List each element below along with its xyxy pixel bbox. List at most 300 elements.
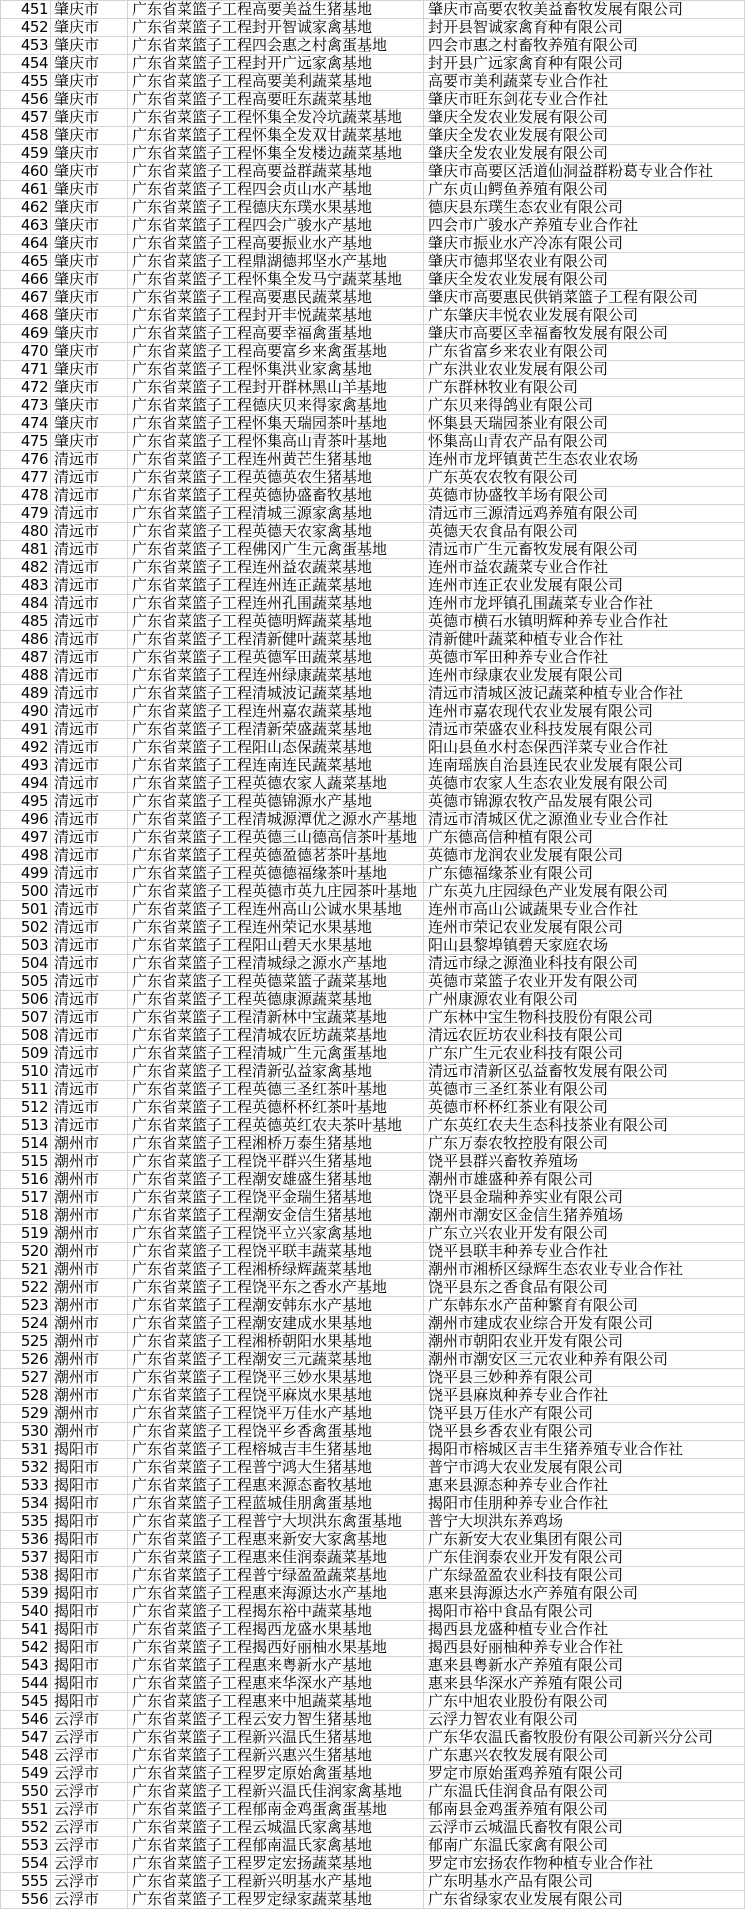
- company-cell: 广东德高信种植有限公司: [424, 829, 745, 846]
- company-cell: 广东绿盈盈农业科技有限公司: [424, 1567, 745, 1584]
- row-number-cell: 471: [1, 361, 51, 378]
- company-cell: 英德市三圣红茶业有限公司: [424, 1081, 745, 1098]
- city-cell: 肇庆市: [51, 109, 128, 126]
- base-name-cell: 广东省菜篮子工程英德市英九庄园茶叶基地: [128, 883, 424, 900]
- city-cell: 清远市: [51, 1045, 128, 1062]
- city-cell: 肇庆市: [51, 19, 128, 36]
- base-name-cell: 广东省菜篮子工程饶平立兴家禽基地: [128, 1225, 424, 1242]
- city-cell: 潮州市: [51, 1423, 128, 1440]
- row-number-cell: 453: [1, 37, 51, 54]
- row-number-cell: 536: [1, 1531, 51, 1548]
- table-row: [1, 1099, 745, 1117]
- company-cell: 广东洪业农业发展有限公司: [424, 361, 745, 378]
- row-number-cell: 496: [1, 811, 51, 828]
- base-name-cell: 广东省菜篮子工程潮安建成水果基地: [128, 1315, 424, 1332]
- base-name-cell: 广东省菜篮子工程英德菜篮子蔬菜基地: [128, 973, 424, 990]
- base-name-cell: 广东省菜篮子工程惠来海源达水产基地: [128, 1585, 424, 1602]
- table-row: [1, 1531, 745, 1549]
- base-name-cell: 广东省菜篮子工程饶平东之香水产基地: [128, 1279, 424, 1296]
- row-number-cell: 504: [1, 955, 51, 972]
- table-row: [1, 1513, 745, 1531]
- city-cell: 云浮市: [51, 1729, 128, 1746]
- company-cell: 英德市农家人生态农业发展有限公司: [424, 775, 745, 792]
- company-cell: 饶平县麻岚种养专业合作社: [424, 1387, 745, 1404]
- company-cell: 潮州市湘桥区绿辉生态农业专业合作社: [424, 1261, 745, 1278]
- row-number-cell: 507: [1, 1009, 51, 1026]
- city-cell: 肇庆市: [51, 73, 128, 90]
- base-name-cell: 广东省菜篮子工程惠来粤新水产基地: [128, 1657, 424, 1674]
- company-cell: 揭阳市裕中食品有限公司: [424, 1603, 745, 1620]
- row-number-cell: 460: [1, 163, 51, 180]
- city-cell: 云浮市: [51, 1873, 128, 1890]
- base-name-cell: 广东省菜篮子工程饶平金瑞生猪基地: [128, 1189, 424, 1206]
- base-name-cell: 广东省菜篮子工程封开群林黑山羊基地: [128, 379, 424, 396]
- row-number-cell: 454: [1, 55, 51, 72]
- base-name-cell: 广东省菜篮子工程新兴温氏佳润家禽基地: [128, 1783, 424, 1800]
- row-number-cell: 553: [1, 1837, 51, 1854]
- base-name-cell: 广东省菜篮子工程饶平麻岚水果基地: [128, 1387, 424, 1404]
- city-cell: 清远市: [51, 991, 128, 1008]
- table-row: [1, 235, 745, 253]
- row-number-cell: 511: [1, 1081, 51, 1098]
- base-name-cell: 广东省菜篮子工程封开丰悦蔬菜基地: [128, 307, 424, 324]
- table-row: [1, 307, 745, 325]
- company-cell: 清新健叶蔬菜种植专业合作社: [424, 631, 745, 648]
- city-cell: 清远市: [51, 451, 128, 468]
- table-row: [1, 1009, 745, 1027]
- row-number-cell: 477: [1, 469, 51, 486]
- city-cell: 潮州市: [51, 1189, 128, 1206]
- city-cell: 揭阳市: [51, 1477, 128, 1494]
- base-name-cell: 广东省菜篮子工程英德康源蔬菜基地: [128, 991, 424, 1008]
- company-cell: 肇庆全发农业发展有限公司: [424, 127, 745, 144]
- row-number-cell: 505: [1, 973, 51, 990]
- base-name-cell: 广东省菜篮子工程饶平三妙水果基地: [128, 1369, 424, 1386]
- base-name-cell: 广东省菜篮子工程封开智诚家禽基地: [128, 19, 424, 36]
- row-number-cell: 452: [1, 19, 51, 36]
- row-number-cell: 549: [1, 1765, 51, 1782]
- base-name-cell: 广东省菜篮子工程英德天农家禽基地: [128, 523, 424, 540]
- base-name-cell: 广东省菜篮子工程罗定原始禽蛋基地: [128, 1765, 424, 1782]
- city-cell: 肇庆市: [51, 307, 128, 324]
- row-number-cell: 467: [1, 289, 51, 306]
- base-name-cell: 广东省菜篮子工程高要美利蔬菜基地: [128, 73, 424, 90]
- city-cell: 肇庆市: [51, 199, 128, 216]
- base-name-cell: 广东省菜篮子工程连州绿康蔬菜基地: [128, 667, 424, 684]
- row-number-cell: 529: [1, 1405, 51, 1422]
- city-cell: 肇庆市: [51, 91, 128, 108]
- base-name-cell: 广东省菜篮子工程清城三源家禽基地: [128, 505, 424, 522]
- row-number-cell: 537: [1, 1549, 51, 1566]
- base-name-cell: 广东省菜篮子工程湘桥万泰生猪基地: [128, 1135, 424, 1152]
- table-row: [1, 1603, 745, 1621]
- table-row: [1, 1765, 745, 1783]
- city-cell: 清远市: [51, 1027, 128, 1044]
- row-number-cell: 525: [1, 1333, 51, 1350]
- company-cell: 潮州市潮安区金信生猪养殖场: [424, 1207, 745, 1224]
- row-number-cell: 506: [1, 991, 51, 1008]
- company-cell: 广东新安大农业集团有限公司: [424, 1531, 745, 1548]
- table-row: [1, 1711, 745, 1729]
- base-name-cell: 广东省菜篮子工程云城温氏家禽基地: [128, 1819, 424, 1836]
- row-number-cell: 470: [1, 343, 51, 360]
- base-name-cell: 广东省菜篮子工程湘桥绿辉蔬菜基地: [128, 1261, 424, 1278]
- table-row: [1, 433, 745, 451]
- table-row: [1, 1279, 745, 1297]
- table-row: [1, 37, 745, 55]
- table-row: [1, 685, 745, 703]
- city-cell: 潮州市: [51, 1369, 128, 1386]
- table-row: [1, 703, 745, 721]
- city-cell: 清远市: [51, 1081, 128, 1098]
- base-name-cell: 广东省菜篮子工程阳山碧天水果基地: [128, 937, 424, 954]
- city-cell: 清远市: [51, 703, 128, 720]
- row-number-cell: 539: [1, 1585, 51, 1602]
- table-row: [1, 1801, 745, 1819]
- base-name-cell: 广东省菜篮子工程封开广远家禽基地: [128, 55, 424, 72]
- table-row: [1, 793, 745, 811]
- company-cell: 四会市广骏水产养殖专业合作社: [424, 217, 745, 234]
- row-number-cell: 508: [1, 1027, 51, 1044]
- row-number-cell: 551: [1, 1801, 51, 1818]
- base-name-cell: 广东省菜篮子工程高要旺东蔬菜基地: [128, 91, 424, 108]
- company-cell: 英德市龙润农业发展有限公司: [424, 847, 745, 864]
- company-cell: 连州市嘉农现代农业发展有限公司: [424, 703, 745, 720]
- table-row: [1, 505, 745, 523]
- company-cell: 封开县广远家禽育种有限公司: [424, 55, 745, 72]
- row-number-cell: 520: [1, 1243, 51, 1260]
- city-cell: 清远市: [51, 829, 128, 846]
- row-number-cell: 521: [1, 1261, 51, 1278]
- row-number-cell: 523: [1, 1297, 51, 1314]
- city-cell: 清远市: [51, 919, 128, 936]
- base-name-cell: 广东省菜篮子工程惠来新安大家禽基地: [128, 1531, 424, 1548]
- company-cell: 惠来县海源达水产养殖有限公司: [424, 1585, 745, 1602]
- company-cell: 阳山县鱼水村态保西洋菜专业合作社: [424, 739, 745, 756]
- table-row: [1, 19, 745, 37]
- table-row: [1, 1333, 745, 1351]
- base-name-cell: 广东省菜篮子工程连州黄芒生猪基地: [128, 451, 424, 468]
- table-row: [1, 163, 745, 181]
- table-row: [1, 55, 745, 73]
- company-cell: 广东广生元农业科技有限公司: [424, 1045, 745, 1062]
- table-row: [1, 1747, 745, 1765]
- city-cell: 揭阳市: [51, 1639, 128, 1656]
- table-row: [1, 361, 745, 379]
- base-name-cell: 广东省菜篮子工程英德农家人蔬菜基地: [128, 775, 424, 792]
- city-cell: 清远市: [51, 1117, 128, 1134]
- row-number-cell: 469: [1, 325, 51, 342]
- table-row: [1, 1621, 745, 1639]
- table-row: [1, 739, 745, 757]
- city-cell: 清远市: [51, 1063, 128, 1080]
- company-cell: 清远市清城区波记蔬菜种植专业合作社: [424, 685, 745, 702]
- company-cell: 饶平县乡香农业有限公司: [424, 1423, 745, 1440]
- table-row: [1, 217, 745, 235]
- company-cell: 广东肇庆丰悦农业发展有限公司: [424, 307, 745, 324]
- city-cell: 清远市: [51, 613, 128, 630]
- company-cell: 惠来县粤新水产养殖有限公司: [424, 1657, 745, 1674]
- table-row: [1, 865, 745, 883]
- table-row: [1, 847, 745, 865]
- base-name-cell: 广东省菜篮子工程湘桥朝阳水果基地: [128, 1333, 424, 1350]
- company-cell: 连南瑶族自治县连民农业发展有限公司: [424, 757, 745, 774]
- city-cell: 肇庆市: [51, 1, 128, 18]
- company-cell: 饶平县东之香食品有限公司: [424, 1279, 745, 1296]
- row-number-cell: 543: [1, 1657, 51, 1674]
- company-cell: 清远市三源清远鸡养殖有限公司: [424, 505, 745, 522]
- row-number-cell: 484: [1, 595, 51, 612]
- base-name-cell: 广东省菜篮子工程连南连民蔬菜基地: [128, 757, 424, 774]
- table-row: [1, 1045, 745, 1063]
- row-number-cell: 503: [1, 937, 51, 954]
- table-row: [1, 343, 745, 361]
- city-cell: 清远市: [51, 523, 128, 540]
- company-cell: 怀集县天瑞园茶业有限公司: [424, 415, 745, 432]
- row-number-cell: 480: [1, 523, 51, 540]
- table-row: [1, 127, 745, 145]
- city-cell: 潮州市: [51, 1351, 128, 1368]
- table-row: [1, 775, 745, 793]
- city-cell: 肇庆市: [51, 397, 128, 414]
- row-number-cell: 518: [1, 1207, 51, 1224]
- table-row: [1, 937, 745, 955]
- city-cell: 揭阳市: [51, 1657, 128, 1674]
- city-cell: 清远市: [51, 577, 128, 594]
- table-row: [1, 1819, 745, 1837]
- table-row: [1, 649, 745, 667]
- company-cell: 广州康源农业有限公司: [424, 991, 745, 1008]
- row-number-cell: 465: [1, 253, 51, 270]
- table-row: [1, 487, 745, 505]
- row-number-cell: 534: [1, 1495, 51, 1512]
- city-cell: 肇庆市: [51, 271, 128, 288]
- table-row: [1, 1639, 745, 1657]
- city-cell: 清远市: [51, 955, 128, 972]
- city-cell: 清远市: [51, 649, 128, 666]
- company-cell: 封开县智诚家禽育种有限公司: [424, 19, 745, 36]
- row-number-cell: 499: [1, 865, 51, 882]
- city-cell: 清远市: [51, 595, 128, 612]
- table-row: [1, 1, 745, 19]
- city-cell: 肇庆市: [51, 343, 128, 360]
- row-number-cell: 500: [1, 883, 51, 900]
- row-number-cell: 492: [1, 739, 51, 756]
- city-cell: 清远市: [51, 883, 128, 900]
- company-cell: 英德市杯杯红茶业有限公司: [424, 1099, 745, 1116]
- base-name-cell: 广东省菜篮子工程榕城吉丰生猪基地: [128, 1441, 424, 1458]
- city-cell: 揭阳市: [51, 1567, 128, 1584]
- table-row: [1, 1495, 745, 1513]
- row-number-cell: 478: [1, 487, 51, 504]
- table-row: [1, 577, 745, 595]
- city-cell: 清远市: [51, 685, 128, 702]
- city-cell: 肇庆市: [51, 253, 128, 270]
- base-name-cell: 广东省菜篮子工程饶平联丰蔬菜基地: [128, 1243, 424, 1260]
- company-cell: 清远市绿之源渔业科技有限公司: [424, 955, 745, 972]
- table-row: [1, 991, 745, 1009]
- base-name-cell: 广东省菜篮子工程惠来佳润泰蔬菜基地: [128, 1549, 424, 1566]
- base-name-cell: 广东省菜篮子工程怀集全发冷坑蔬菜基地: [128, 109, 424, 126]
- row-number-cell: 493: [1, 757, 51, 774]
- base-name-cell: 广东省菜篮子工程潮安金信生猪基地: [128, 1207, 424, 1224]
- row-number-cell: 513: [1, 1117, 51, 1134]
- company-cell: 罗定市原始蛋鸡养殖有限公司: [424, 1765, 745, 1782]
- city-cell: 潮州市: [51, 1405, 128, 1422]
- company-cell: 广东温氏佳润食品有限公司: [424, 1783, 745, 1800]
- company-cell: 肇庆市旺东剑花专业合作社: [424, 91, 745, 108]
- company-cell: 广东英九庄园绿色产业发展有限公司: [424, 883, 745, 900]
- company-cell: 普宁大坝洪东养鸡场: [424, 1513, 745, 1530]
- table-row: [1, 1063, 745, 1081]
- table-row: [1, 73, 745, 91]
- company-cell: 肇庆全发农业发展有限公司: [424, 109, 745, 126]
- row-number-cell: 541: [1, 1621, 51, 1638]
- company-cell: 连州市绿康农业发展有限公司: [424, 667, 745, 684]
- city-cell: 肇庆市: [51, 415, 128, 432]
- company-cell: 广东贝来得鸽业有限公司: [424, 397, 745, 414]
- base-name-cell: 广东省菜篮子工程云安力智生猪基地: [128, 1711, 424, 1728]
- company-cell: 清远市广生元畜牧发展有限公司: [424, 541, 745, 558]
- company-cell: 连州市高山公诚蔬果专业合作社: [424, 901, 745, 918]
- company-cell: 揭阳市佳朋种养专业合作社: [424, 1495, 745, 1512]
- company-cell: 高要市美利蔬菜专业合作社: [424, 73, 745, 90]
- city-cell: 云浮市: [51, 1747, 128, 1764]
- base-name-cell: 广东省菜篮子工程连州益农蔬菜基地: [128, 559, 424, 576]
- base-name-cell: 广东省菜篮子工程郁南金鸡蛋禽蛋基地: [128, 1801, 424, 1818]
- row-number-cell: 502: [1, 919, 51, 936]
- company-cell: 广东华农温氏畜牧股份有限公司新兴分公司: [424, 1729, 745, 1746]
- table-row: [1, 1153, 745, 1171]
- company-cell: 肇庆市高要区幸福畜牧发展有限公司: [424, 325, 745, 342]
- table-row: [1, 1657, 745, 1675]
- table-row: [1, 757, 745, 775]
- base-name-cell: 广东省菜篮子工程怀集全发双甘蔬菜基地: [128, 127, 424, 144]
- company-cell: 清远市清新区弘益畜牧发展有限公司: [424, 1063, 745, 1080]
- table-row: [1, 1387, 745, 1405]
- company-cell: 清远市清城区优之源渔业专业合作社: [424, 811, 745, 828]
- city-cell: 揭阳市: [51, 1621, 128, 1638]
- row-number-cell: 501: [1, 901, 51, 918]
- city-cell: 肇庆市: [51, 163, 128, 180]
- base-name-cell: 广东省菜篮子工程饶平万佳水产基地: [128, 1405, 424, 1422]
- company-cell: 肇庆市高要农牧美益畜牧发展有限公司: [424, 1, 745, 18]
- base-name-cell: 广东省菜篮子工程连州连正蔬菜基地: [128, 577, 424, 594]
- city-cell: 清远市: [51, 631, 128, 648]
- row-number-cell: 550: [1, 1783, 51, 1800]
- company-cell: 英德市菜篮子农业开发有限公司: [424, 973, 745, 990]
- city-cell: 潮州市: [51, 1297, 128, 1314]
- row-number-cell: 528: [1, 1387, 51, 1404]
- base-name-cell: 广东省菜篮子工程清城绿之源水产基地: [128, 955, 424, 972]
- company-cell: 广东省富乡来农业有限公司: [424, 343, 745, 360]
- city-cell: 云浮市: [51, 1837, 128, 1854]
- city-cell: 肇庆市: [51, 217, 128, 234]
- table-row: [1, 1837, 745, 1855]
- company-cell: 连州市荣记农业发展有限公司: [424, 919, 745, 936]
- company-cell: 广东德福缘茶业有限公司: [424, 865, 745, 882]
- city-cell: 清远市: [51, 865, 128, 882]
- company-cell: 四会市惠之村畜牧养殖有限公司: [424, 37, 745, 54]
- base-name-cell: 广东省菜篮子工程高要益群蔬菜基地: [128, 163, 424, 180]
- base-name-cell: 广东省菜篮子工程郁南温氏家禽基地: [128, 1837, 424, 1854]
- row-number-cell: 512: [1, 1099, 51, 1116]
- city-cell: 潮州市: [51, 1315, 128, 1332]
- base-name-cell: 广东省菜篮子工程揭东裕中蔬菜基地: [128, 1603, 424, 1620]
- city-cell: 揭阳市: [51, 1549, 128, 1566]
- row-number-cell: 545: [1, 1693, 51, 1710]
- table-row: [1, 1225, 745, 1243]
- company-cell: 云浮市云城温氏畜牧有限公司: [424, 1819, 745, 1836]
- company-cell: 广东群林牧业有限公司: [424, 379, 745, 396]
- row-number-cell: 464: [1, 235, 51, 252]
- table-row: [1, 1423, 745, 1441]
- company-cell: 广东韩东水产苗种繁育有限公司: [424, 1297, 745, 1314]
- base-name-cell: 广东省菜篮子工程四会贞山水产基地: [128, 181, 424, 198]
- city-cell: 清远市: [51, 541, 128, 558]
- row-number-cell: 533: [1, 1477, 51, 1494]
- table-row: [1, 721, 745, 739]
- city-cell: 清远市: [51, 973, 128, 990]
- company-cell: 肇庆全发农业发展有限公司: [424, 271, 745, 288]
- base-name-cell: 广东省菜篮子工程怀集高山青茶叶基地: [128, 433, 424, 450]
- company-cell: 广东万泰农牧控股有限公司: [424, 1135, 745, 1152]
- company-cell: 广东佳润泰农业开发有限公司: [424, 1549, 745, 1566]
- row-number-cell: 530: [1, 1423, 51, 1440]
- base-name-cell: 广东省菜篮子工程英德协盛畜牧基地: [128, 487, 424, 504]
- table-row: [1, 667, 745, 685]
- company-cell: 德庆县东璞生态农业有限公司: [424, 199, 745, 216]
- base-name-cell: 广东省菜篮子工程普宁绿盈盈蔬菜基地: [128, 1567, 424, 1584]
- base-name-cell: 广东省菜篮子工程英德盈德茗茶叶基地: [128, 847, 424, 864]
- table-row: [1, 1189, 745, 1207]
- city-cell: 揭阳市: [51, 1693, 128, 1710]
- city-cell: 肇庆市: [51, 145, 128, 162]
- table-row: [1, 1441, 745, 1459]
- row-number-cell: 554: [1, 1855, 51, 1872]
- company-cell: 饶平县三妙种养有限公司: [424, 1369, 745, 1386]
- base-name-cell: 广东省菜篮子工程怀集洪业家禽基地: [128, 361, 424, 378]
- city-cell: 肇庆市: [51, 37, 128, 54]
- city-cell: 肇庆市: [51, 127, 128, 144]
- table-row: [1, 1693, 745, 1711]
- company-cell: 连州市龙坪镇黄芒生态农业农场: [424, 451, 745, 468]
- company-cell: 惠来县华深水产养殖有限公司: [424, 1675, 745, 1692]
- company-cell: 饶平县万佳水产有限公司: [424, 1405, 745, 1422]
- city-cell: 肇庆市: [51, 235, 128, 252]
- row-number-cell: 490: [1, 703, 51, 720]
- row-number-cell: 510: [1, 1063, 51, 1080]
- company-cell: 清远市荣盛农业科技发展有限公司: [424, 721, 745, 738]
- row-number-cell: 509: [1, 1045, 51, 1062]
- company-cell: 连州市益农蔬菜专业合作社: [424, 559, 745, 576]
- city-cell: 揭阳市: [51, 1459, 128, 1476]
- city-cell: 清远市: [51, 739, 128, 756]
- base-name-cell: 广东省菜篮子工程清城波记蔬菜基地: [128, 685, 424, 702]
- base-name-cell: 广东省菜篮子工程新兴温氏生猪基地: [128, 1729, 424, 1746]
- row-number-cell: 468: [1, 307, 51, 324]
- company-cell: 潮州市朝阳农业开发有限公司: [424, 1333, 745, 1350]
- base-name-cell: 广东省菜篮子工程德庆东璞水果基地: [128, 199, 424, 216]
- row-number-cell: 451: [1, 1, 51, 18]
- company-cell: 郁南县金鸡蛋养殖有限公司: [424, 1801, 745, 1818]
- row-number-cell: 474: [1, 415, 51, 432]
- table-row: [1, 541, 745, 559]
- base-name-cell: 广东省菜篮子工程英德军田蔬菜基地: [128, 649, 424, 666]
- city-cell: 潮州市: [51, 1243, 128, 1260]
- city-cell: 揭阳市: [51, 1531, 128, 1548]
- row-number-cell: 546: [1, 1711, 51, 1728]
